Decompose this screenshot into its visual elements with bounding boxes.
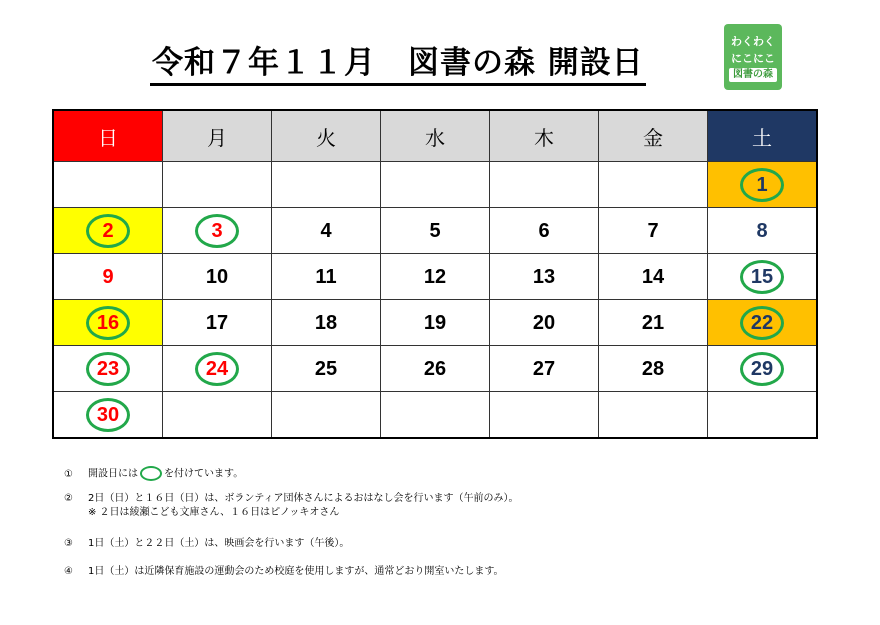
day-number: 26 [423,357,447,380]
day-number: 13 [532,265,556,288]
note-3-mark: ③ [64,538,73,549]
calendar-day-27 [490,346,599,392]
open-day-number: 2 [86,214,130,248]
day-number: 20 [532,311,556,334]
calendar-day-18 [272,300,381,346]
open-day-number: 22 [740,306,784,340]
calendar-day-5 [381,208,490,254]
open-day-number: 16 [86,306,130,340]
note-4-text: 1日（土）は近隣保育施設の運動会のため校庭を使用しますが、通常どおり開室いたします。 [88,566,504,577]
calendar-week-row [53,300,817,346]
logo-line-3: 図書の森 [729,68,777,82]
note-1 [64,466,243,482]
calendar-day-19 [381,300,490,346]
library-logo [724,24,782,90]
calendar-table [52,109,818,439]
day-number: 10 [205,265,229,288]
calendar-day-1 [708,162,818,208]
weekday-header-row [53,110,817,162]
calendar-empty-cell [163,162,272,208]
weekday-wednesday: 水 [381,110,490,162]
weekday-monday: 月 [163,110,272,162]
calendar-empty-cell [490,162,599,208]
calendar-day-13 [490,254,599,300]
day-number: 5 [429,219,441,242]
logo-line-2: にこにこ [731,51,775,65]
calendar-day-9 [53,254,163,300]
day-number: 19 [423,311,447,334]
page-title: 令和７年１１月 図書の森 開設日 [150,44,646,86]
day-number: 4 [320,219,332,242]
open-day-circle-icon [140,466,162,481]
day-number: 12 [423,265,447,288]
calendar-week-row [53,392,817,439]
calendar-week-row [53,254,817,300]
open-day-number: 30 [86,398,130,432]
calendar-day-22 [708,300,818,346]
calendar-day-21 [599,300,708,346]
calendar-empty-cell [272,392,381,439]
day-number: 6 [538,219,550,242]
note-4-mark: ④ [64,566,73,577]
open-day-number: 15 [740,260,784,294]
day-number: 14 [641,265,665,288]
calendar-day-26 [381,346,490,392]
calendar-empty-cell [272,162,381,208]
calendar-day-29 [708,346,818,392]
day-number: 21 [641,311,665,334]
day-number: 27 [532,357,556,380]
calendar-week-row [53,346,817,392]
calendar-day-3 [163,208,272,254]
calendar-day-17 [163,300,272,346]
day-number: 25 [314,357,338,380]
calendar-day-30 [53,392,163,439]
calendar-empty-cell [381,392,490,439]
weekday-sunday: 日 [53,110,163,162]
calendar-empty-cell [490,392,599,439]
note-3 [64,537,349,551]
day-number: 7 [647,219,659,242]
weekday-tuesday: 火 [272,110,381,162]
weekday-thursday: 木 [490,110,599,162]
calendar-day-14 [599,254,708,300]
calendar-empty-cell [599,162,708,208]
note-1-text-before: 開設日には [88,468,138,480]
calendar-empty-cell [381,162,490,208]
calendar-day-6 [490,208,599,254]
calendar-day-11 [272,254,381,300]
open-day-number: 3 [195,214,239,248]
calendar-day-7 [599,208,708,254]
weekday-saturday: 土 [708,110,818,162]
day-number: 9 [102,265,114,288]
note-4 [64,565,504,579]
calendar-day-25 [272,346,381,392]
calendar-week-row [53,208,817,254]
calendar-day-2 [53,208,163,254]
calendar-body [53,162,817,439]
calendar-day-12 [381,254,490,300]
note-2-text: 2日（日）と１６日（日）は、ボランティア団体さんによるおはなし会を行います（午前のみ）。 [88,493,519,504]
note-1-text-after: を付けています。 [164,468,244,480]
note-3-text: 1日（土）と２２日（土）は、映画会を行います（午後）。 [88,538,350,549]
weekday-friday: 金 [599,110,708,162]
calendar-empty-cell [163,392,272,439]
note-1-mark: ① [64,468,73,480]
note-2-sub: ※ ２日は綾瀬こども文庫さん、１６日はピノッキオさん [88,507,340,518]
calendar-day-16 [53,300,163,346]
day-number: 17 [205,311,229,334]
calendar-day-4 [272,208,381,254]
day-number: 8 [756,219,768,242]
calendar-day-10 [163,254,272,300]
calendar-empty-cell [708,392,818,439]
logo-line-1: わくわく [731,34,775,48]
open-day-number: 24 [195,352,239,386]
note-2-mark: ② [64,493,73,504]
calendar-day-24 [163,346,272,392]
note-2 [64,492,519,520]
day-number: 11 [315,265,337,288]
day-number: 18 [314,311,338,334]
calendar-day-28 [599,346,708,392]
calendar-day-8 [708,208,818,254]
open-day-number: 29 [740,352,784,386]
day-number: 28 [641,357,665,380]
calendar-day-23 [53,346,163,392]
calendar-day-20 [490,300,599,346]
open-day-number: 23 [86,352,130,386]
calendar-empty-cell [53,162,163,208]
open-day-number: 1 [740,168,784,202]
calendar-day-15 [708,254,818,300]
calendar-empty-cell [599,392,708,439]
calendar-week-row [53,162,817,208]
